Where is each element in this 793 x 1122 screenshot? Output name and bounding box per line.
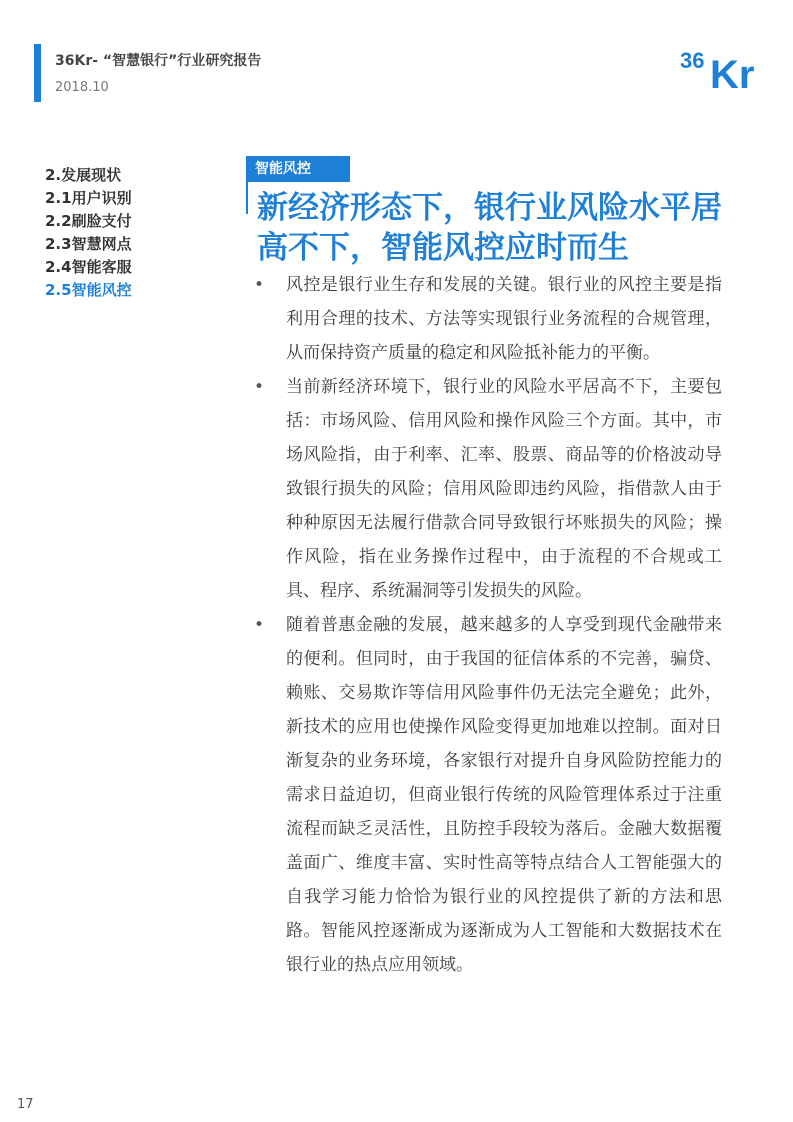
toc-item[interactable]: 2.4智能客服 bbox=[45, 258, 132, 276]
bullet-item bbox=[252, 268, 722, 370]
bullet-item bbox=[252, 370, 722, 608]
toc-item[interactable]: 2.2刷脸支付 bbox=[45, 212, 132, 230]
bullet-text: 随着普惠金融的发展，越来越多的人享受到现代金融带来的便利。但同时，由于我国的征信体系的不完善，骗贷、赖账、交易欺诈等信用风险事件仍无法完全避免；此外，新技术的应用也使操作风险变得更加地难以控制。面对日渐复杂的业务环境，各家银行对提升自身风险防控能力的需求日益迫切，但商业银行传统的风险管理体系过于注重流程而缺乏灵活性，且防控手段较为落后。金融大数据覆盖面广、维度丰富、实时性高等特点结合人工智能强大的自我学习能力恰恰为银行业的风控提供了新的方法和思路。智能风控逐渐成为逐渐成为人工智能和大数据技术在银行业的热点应用领域。 bbox=[286, 615, 722, 975]
bullet-dot-icon: • bbox=[254, 615, 265, 635]
section-headline: 新经济形态下，银行业风险水平居高不下，智能风控应时而生 bbox=[257, 190, 722, 266]
svg-text:Kr: Kr bbox=[710, 53, 755, 94]
bullet-text: 风控是银行业生存和发展的关键。银行业的风控主要是指利用合理的技术、方法等实现银行业务流程的合规管理，从而保持资产质量的稳定和风险抵补能力的平衡。 bbox=[286, 275, 722, 363]
page-number: 17 bbox=[17, 1097, 34, 1112]
bullet-item bbox=[252, 608, 722, 982]
section-tag: 智能风控 bbox=[248, 156, 350, 182]
bullet-dot-icon: • bbox=[254, 275, 265, 295]
bullet-text: 当前新经济环境下，银行业的风险水平居高不下，主要包括：市场风险、信用风险和操作风险三个方面。其中，市场风险指，由于利率、汇率、股票、商品等的价格波动导致银行损失的风险；信用风险即违约风险，指借款人由于种种原因无法履行借款合同导致银行坏账损失的风险；操作风险，指在业务操作过程中，由于流程的不合规或工具、程序、系统漏洞等引发损失的风险。 bbox=[286, 377, 722, 601]
36kr-logo bbox=[680, 38, 770, 94]
bullet-dot-icon: • bbox=[254, 377, 265, 397]
table-of-contents bbox=[45, 164, 132, 302]
header-accent-bar bbox=[34, 44, 41, 102]
toc-item[interactable]: 2.3智慧网点 bbox=[45, 235, 132, 253]
toc-item[interactable]: 2.1用户识别 bbox=[45, 189, 132, 207]
svg-text:36: 36 bbox=[680, 48, 705, 73]
toc-item-active[interactable]: 2.5智能风控 bbox=[45, 281, 132, 299]
report-date: 2018.10 bbox=[55, 80, 109, 95]
toc-item[interactable]: 2.发展现状 bbox=[45, 166, 122, 184]
report-title: 36Kr- “智慧银行”行业研究报告 bbox=[55, 53, 262, 69]
bullet-list bbox=[252, 268, 722, 982]
